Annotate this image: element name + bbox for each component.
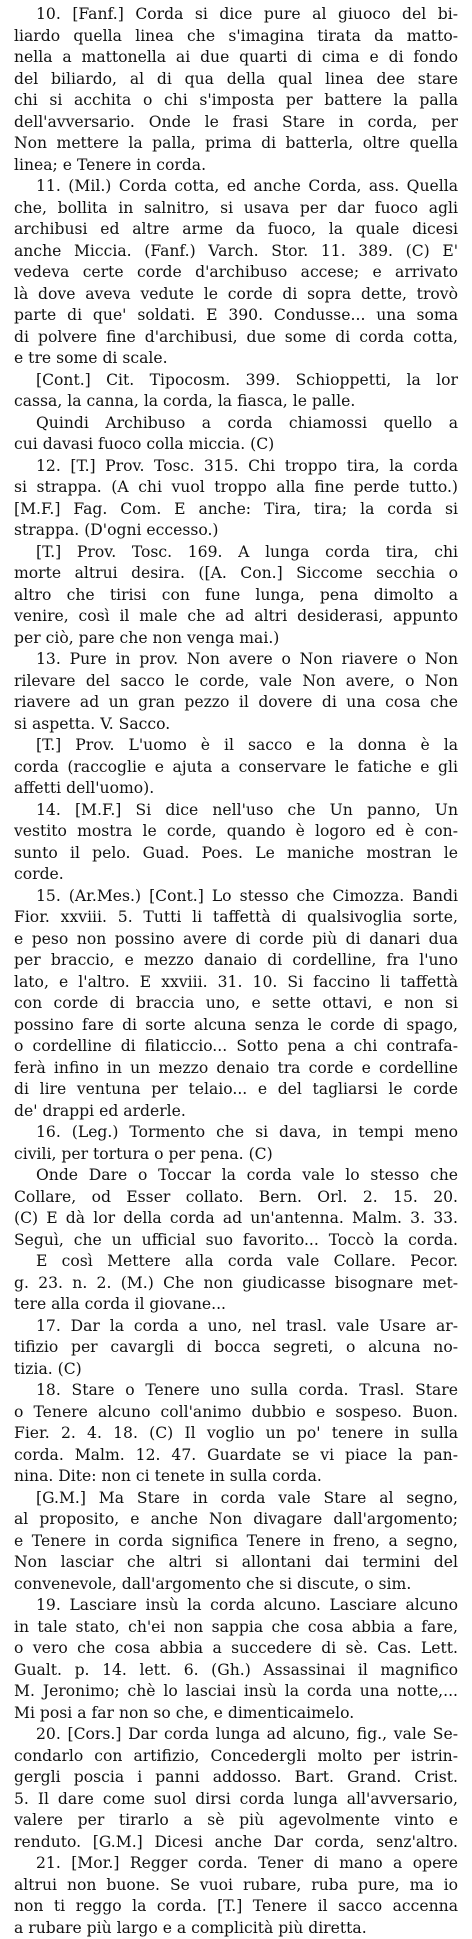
text-line: del biliardo, al di qua della qual linea dee stare	[14, 69, 458, 91]
text-line: tifizio per cavargli di bocca segreti, o alcuna no-	[14, 1337, 458, 1359]
text-line: morte altrui desira. ([A. Con.] Siccome secchia o	[14, 563, 458, 585]
text-line: o vero che cosa abbia a succedere di sè. Cas. Lett.	[14, 1638, 458, 1660]
text-line: M. Jeronimo; chè lo lasciai insù la corda una notte,...	[14, 1681, 458, 1703]
text-line: cassa, la canna, la corda, la fiasca, le palle.	[14, 391, 458, 413]
text-line: Onde Dare o Toccar la corda vale lo stesso che	[14, 1165, 458, 1187]
text-line: de' drappi ed arderle.	[14, 1101, 458, 1123]
text-line: [G.M.] Ma Stare in corda vale Stare al segno,	[14, 1488, 458, 1510]
text-line: si aspetta. V. Sacco.	[14, 714, 458, 736]
text-line: convenevole, dall'argomento che si discute, o sim.	[14, 1574, 458, 1596]
text-line: 18. Stare o Tenere uno sulla corda. Trasl. Stare	[14, 1380, 458, 1402]
text-line: archibusi ed altre arme da fuoco, la quale dicesi	[14, 219, 458, 241]
text-line: nina. Dite: non ci tenete in sulla corda.	[14, 1466, 458, 1488]
text-line: strappa. (D'ogni eccesso.)	[14, 520, 458, 542]
text-line: condarlo con artifizio, Concedergli molto per istrin-	[14, 1746, 458, 1768]
text-line: [T.] Prov. L'uomo è il sacco e la donna è la	[14, 735, 458, 757]
text-line: 16. (Leg.) Tormento che si dava, in tempi meno	[14, 1122, 458, 1144]
text-line: valere per tirarlo a sè più agevolmente vinto e	[14, 1810, 458, 1832]
text-line: 14. [M.F.] Si dice nell'uso che Un panno, Un	[14, 800, 458, 822]
text-line: 12. [T.] Prov. Tosc. 315. Chi troppo tira, la corda	[14, 456, 458, 478]
text-line: nella a mattonella ai due quarti di cima e di fondo	[14, 47, 458, 69]
text-line: lato, e l'altro. E xxviii. 31. 10. Si faccino li taffettà	[14, 972, 458, 994]
text-line: e peso non possino avere di corde più di danari dua	[14, 929, 458, 951]
text-line: dell'avversario. Onde le frasi Stare in corda, per	[14, 112, 458, 134]
text-line: non ti reggo la corda. [T.] Tenere il sacco accenna	[14, 1896, 458, 1918]
text-line: in tale stato, ch'ei non sappia che cosa abbia a fare,	[14, 1617, 458, 1639]
text-line: Fier. 2. 4. 18. (C) Il voglio un po' tenere in sulla	[14, 1423, 458, 1445]
text-line: Gualt. p. 14. lett. 6. (Gh.) Assassinai il magnifico	[14, 1660, 458, 1682]
text-line: renduto. [G.M.] Dicesi anche Dar corda, senz'altro.	[14, 1832, 458, 1854]
text-line: cui davasi fuoco colla miccia. (C)	[14, 434, 458, 456]
text-line: altro che tirisi con fune lunga, pena dimolto a	[14, 585, 458, 607]
text-line: Seguì, che un ufficial suo favorito... Toccò la corda.	[14, 1230, 458, 1252]
text-line: corda (raccoglie e ajuta a conservare le fatiche e gli	[14, 757, 458, 779]
text-line: possino fare di sorte alcuna senza le corde di spago,	[14, 1015, 458, 1037]
text-line: al proposito, e anche Non divagare dall'argomento;	[14, 1509, 458, 1531]
text-line: 20. [Cors.] Dar corda lunga ad alcuno, fig., vale Se-	[14, 1724, 458, 1746]
text-line: (C) E dà lor della corda ad un'antenna. Malm. 3. 33.	[14, 1208, 458, 1230]
text-line: Fior. xxviii. 5. Tutti li taffettà di qualsivoglia sorte,	[14, 907, 458, 929]
text-line: liardo quella linea che s'imagina tirata da matto-	[14, 26, 458, 48]
text-line: g. 23. n. 2. (M.) Che non giudicasse bisognare met-	[14, 1273, 458, 1295]
text-line: tere alla corda il giovane...	[14, 1294, 458, 1316]
text-line: o Tenere alcuno coll'animo dubbio e sospeso. Buon.	[14, 1402, 458, 1424]
text-line: Collare, od Esser collato. Bern. Orl. 2. 15. 20.	[14, 1187, 458, 1209]
text-line: Non lasciar che altri si allontani dai termini del	[14, 1552, 458, 1574]
text-line: ferà infino in un mezzo denaio tra corde e cordelline	[14, 1058, 458, 1080]
text-line: là dove aveva vedute le corde di sopra dette, trovò	[14, 284, 458, 306]
text-line: Quindi Archibuso a corda chiamossi quello a	[14, 413, 458, 435]
text-line: con corde di braccia uno, e sette ottavi, e non si	[14, 993, 458, 1015]
text-line: altrui non buone. Se vuoi rubare, ruba pure, ma io	[14, 1875, 458, 1897]
text-line: [T.] Prov. Tosc. 169. A lunga corda tira, chi	[14, 542, 458, 564]
text-line: vestito mostra le corde, quando è logoro ed è con-	[14, 821, 458, 843]
text-line: vedeva certe corde d'archibuso accese; e arrivato	[14, 262, 458, 284]
text-line: 17. Dar la corda a uno, nel trasl. vale Usare ar-	[14, 1316, 458, 1338]
text-line: riavere ad un gran pezzo il dovere di una cosa che	[14, 692, 458, 714]
text-line: venire, così il male che ad altri desiderasi, appunto	[14, 606, 458, 628]
text-line: si strappa. (A chi vuol troppo alla fine perde tutto.)	[14, 477, 458, 499]
text-line: E così Mettere alla corda vale Collare. Pecor.	[14, 1251, 458, 1273]
text-line: tizia. (C)	[14, 1359, 458, 1381]
text-line: di lire ventuna per telaio... e del tagliarsi le corde	[14, 1079, 458, 1101]
text-line: anche Miccia. (Fanf.) Varch. Stor. 11. 389. (C) E'	[14, 241, 458, 263]
text-line: gergli poscia i panni addosso. Bart. Grand. Crist.	[14, 1767, 458, 1789]
text-line: rilevare del sacco le corde, vale Non avere, o Non	[14, 671, 458, 693]
text-line: 13. Pure in prov. Non avere o Non riavere o Non	[14, 649, 458, 671]
text-line: Non mettere la palla, prima di batterla, oltre quella	[14, 133, 458, 155]
text-line: 21. [Mor.] Regger corda. Tener di mano a opere	[14, 1853, 458, 1875]
text-line: [M.F.] Fag. Com. E anche: Tira, tira; la corda si	[14, 499, 458, 521]
text-line: sunto il pelo. Guad. Poes. Le maniche mostran le	[14, 843, 458, 865]
text-line: linea; e Tenere in corda.	[14, 155, 458, 177]
text-line: parte di que' soldati. E 390. Condusse... una soma	[14, 305, 458, 327]
text-line: corde.	[14, 864, 458, 886]
text-line: 5. Il dare come suol dirsi corda lunga all'avversario,	[14, 1789, 458, 1811]
text-line: per braccio, e mezzo danaio di cordelline, fra l'uno	[14, 950, 458, 972]
text-line: 10. [Fanf.] Corda si dice pure al giuoco del bi-	[14, 4, 458, 26]
text-line: chi si acchita o chi s'imposta per battere la palla	[14, 90, 458, 112]
text-line: Mi posi a far non so che, e dimenticaimelo.	[14, 1703, 458, 1725]
text-line: e Tenere in corda significa Tenere in freno, a segno,	[14, 1531, 458, 1553]
text-line: a rubare più largo e a complicità più diretta.	[14, 1918, 458, 1939]
text-line: [Cont.] Cit. Tipocosm. 399. Schioppetti, la lor	[14, 370, 458, 392]
text-line: e tre some di scale.	[14, 348, 458, 370]
text-line: civili, per tortura o per pena. (C)	[14, 1144, 458, 1166]
text-line: corda. Malm. 12. 47. Guardate se vi piace la pan-	[14, 1445, 458, 1467]
text-line: 15. (Ar.Mes.) [Cont.] Lo stesso che Cimozza. Bandi	[14, 886, 458, 908]
text-line: affetti dell'uomo).	[14, 778, 458, 800]
text-line: di polvere fine d'archibusi, due some di corda cotta,	[14, 327, 458, 349]
text-line: 11. (Mil.) Corda cotta, ed anche Corda, ass. Quella	[14, 176, 458, 198]
text-line: 19. Lasciare insù la corda alcuno. Lasciare alcuno	[14, 1595, 458, 1617]
text-line: che, bollita in salnitro, si usava per dar fuoco agli	[14, 198, 458, 220]
text-line: o cordelline di filaticcio... Sotto pena a chi contrafa-	[14, 1036, 458, 1058]
text-line: per ciò, pare che non venga mai.)	[14, 628, 458, 650]
